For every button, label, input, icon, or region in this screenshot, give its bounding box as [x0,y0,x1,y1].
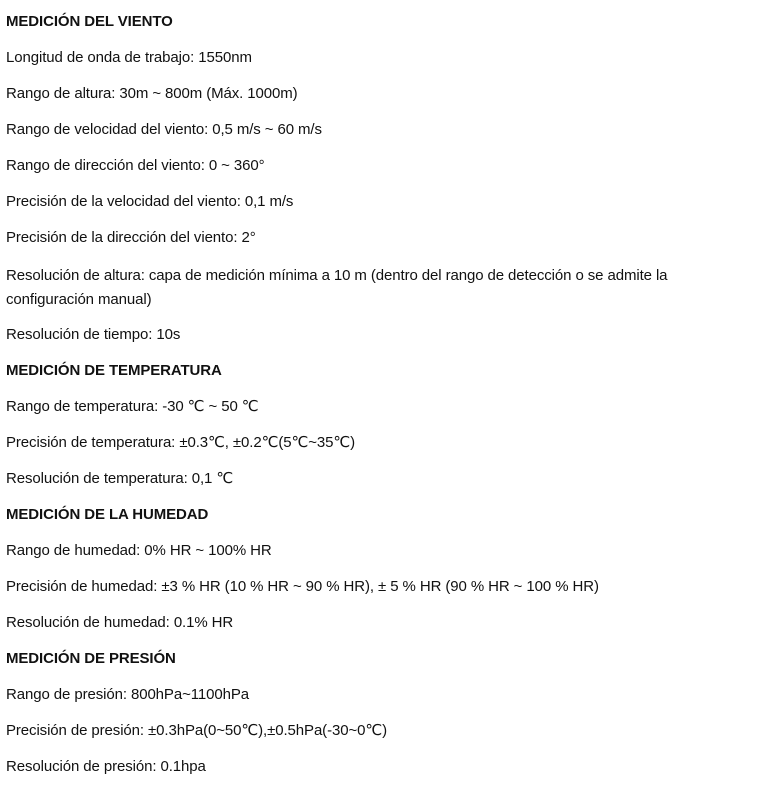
section-heading-humidity: MEDICIÓN DE LA HUMEDAD [6,506,209,523]
spec-line-temperature-range: Rango de temperatura: -30 ℃ ~ 50 ℃ [6,398,259,415]
section-heading-temperature: MEDICIÓN DE TEMPERATURA [6,362,222,379]
spec-line-pressure-accuracy: Precisión de presión: ±0.3hPa(0~50℃),±0.5hPa(-30~0℃) [6,722,387,739]
spec-line-humidity-resolution: Resolución de humedad: 0.1% HR [6,614,234,631]
section-temperature [6,361,738,489]
spec-line-height-resolution: Resolución de altura: capa de medición mínima a 10 m (dentro del rango de detección o se admite la configuración manual) [6,267,668,308]
spec-line-pressure-range: Rango de presión: 800hPa~1100hPa [6,686,249,703]
spec-line-wind-direction-range: Rango de dirección del viento: 0 ~ 360° [6,157,265,174]
section-pressure [6,649,738,777]
spec-line-wind-direction-accuracy: Precisión de la dirección del viento: 2° [6,229,256,246]
spec-line-wind-speed-range: Rango de velocidad del viento: 0,5 m/s ~ 60 m/s [6,121,322,138]
spec-line-temperature-resolution: Resolución de temperatura: 0,1 ℃ [6,470,234,487]
spec-line-humidity-accuracy: Precisión de humedad: ±3 % HR (10 % HR ~ 90 % HR), ± 5 % HR (90 % HR ~ 100 % HR) [6,578,599,595]
section-wind [6,12,738,345]
section-heading-wind: MEDICIÓN DEL VIENTO [6,13,173,30]
section-humidity [6,505,738,633]
spec-line-humidity-range: Rango de humedad: 0% HR ~ 100% HR [6,542,272,559]
spec-line-wavelength: Longitud de onda de trabajo: 1550nm [6,49,252,66]
spec-line-height-range: Rango de altura: 30m ~ 800m (Máx. 1000m) [6,85,298,102]
section-heading-pressure: MEDICIÓN DE PRESIÓN [6,650,176,667]
spec-line-time-resolution: Resolución de tiempo: 10s [6,326,181,343]
spec-line-wind-speed-accuracy: Precisión de la velocidad del viento: 0,1 m/s [6,193,294,210]
spec-line-temperature-accuracy: Precisión de temperatura: ±0.3℃, ±0.2℃(5℃~35℃) [6,434,355,451]
spec-line-pressure-resolution: Resolución de presión: 0.1hpa [6,758,206,775]
